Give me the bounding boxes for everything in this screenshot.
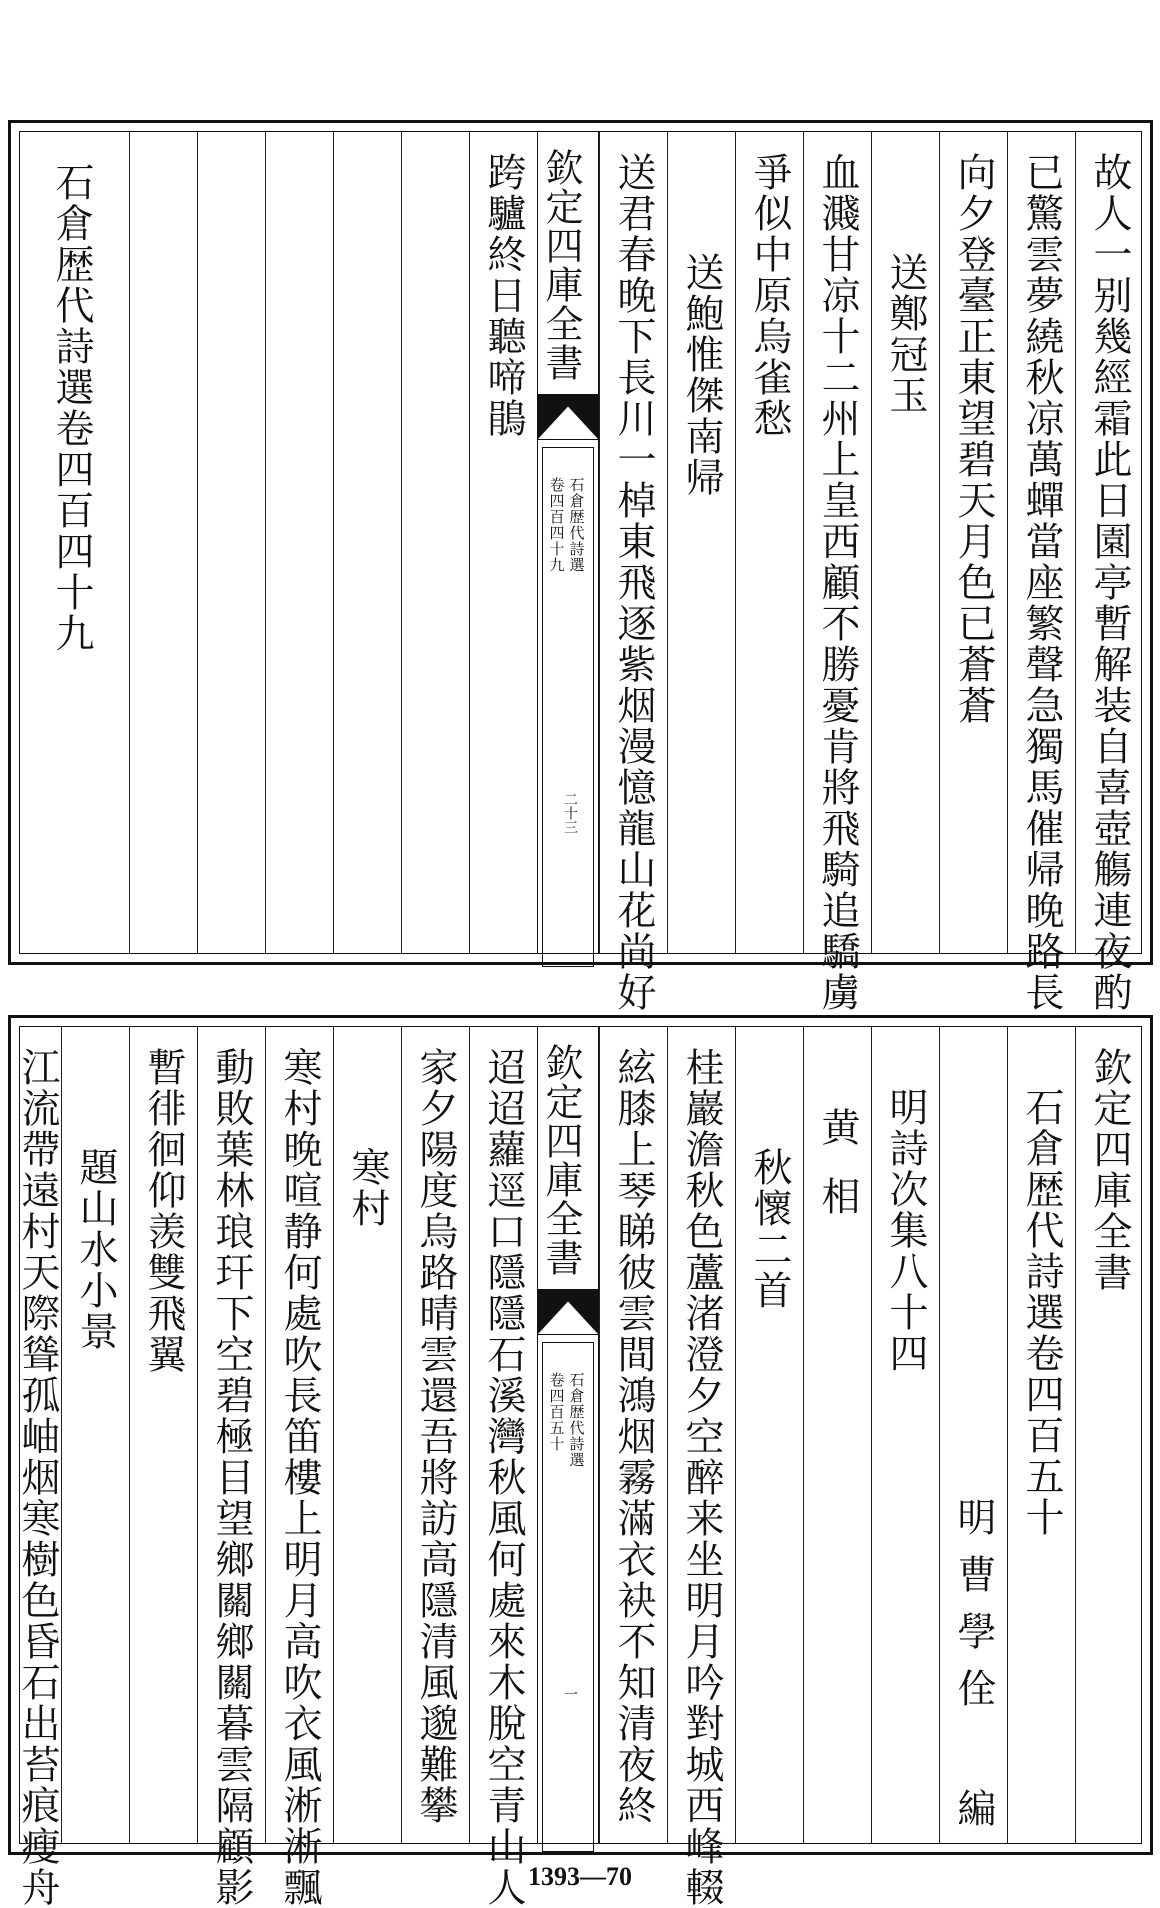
verse-line: 向夕登臺正東望碧天月色已蒼蒼 (951, 152, 996, 726)
verse-line: 暫徘徊仰羡雙飛翼 (141, 1047, 186, 1375)
text-column (0, 1027, 61, 1908)
fish-tail-icon (538, 1290, 598, 1334)
text-column (599, 1027, 667, 1843)
fish-tail-mark (538, 394, 598, 440)
poem-title: 寒村 (345, 1147, 390, 1229)
verse-line: 已驚雲夢繞秋凉萬蟬當座繁聲急獨馬催帰晚路長 (1019, 152, 1064, 1013)
text-column (735, 132, 803, 953)
volume-title: 石倉歴代詩選卷四百五十 (1019, 1087, 1064, 1538)
fish-tail-icon (538, 395, 598, 439)
compiler-credit: 明曹學佺 編 (951, 1497, 996, 1845)
text-column (129, 1027, 197, 1843)
verse-line: 送君春晚下長川一棹東飛逐紫烟漫憶龍山花尚好 (611, 152, 656, 1013)
text-column (803, 1027, 871, 1843)
gutter-title: 欽定四庫全書 (539, 148, 583, 382)
poem-title: 送鄭冠玉 (883, 252, 928, 416)
author-name: 黄相 (815, 1107, 860, 1245)
section-title: 明詩次集八十四 (883, 1087, 928, 1374)
verse-line: 故人一别幾經霜此日園亭暫解装自喜壺觴連夜酌 (1087, 152, 1132, 1013)
verse-line: 爭似中原烏雀愁 (747, 152, 792, 439)
page-number: 一 (562, 1687, 578, 1701)
text-column (265, 132, 333, 953)
text-column (667, 132, 735, 953)
fish-tail-mark (538, 1289, 598, 1335)
verse-line: 家夕陽度烏路晴雲還吾將訪高隱清風邈難攀 (413, 1047, 458, 1826)
verse-line: 跨驢終日聽啼鵑 (481, 152, 526, 439)
verse-line: 血濺甘凉十二州上皇西顧不勝憂肯將飛騎追驕虜 (815, 152, 860, 1013)
text-column (20, 132, 129, 953)
text-column (599, 132, 667, 1013)
text-column (469, 132, 537, 953)
gutter-title: 欽定四庫全書 (539, 1043, 583, 1277)
page-number: 二十三 (562, 792, 578, 834)
text-column (265, 1027, 333, 1908)
text-column (401, 1027, 469, 1843)
center-gutter (537, 132, 599, 953)
verse-line: 桂巖澹秋色蘆渚澄夕空醉来坐明月吟對城西峰輟 (679, 1047, 724, 1908)
verse-line: 迢迢蘿逕口隱隱石溪灣秋風何處來木脫空青山人 (481, 1047, 526, 1908)
text-column (939, 1027, 1007, 1843)
center-gutter (537, 1027, 599, 1843)
verse-line: 寒村晚喧静何處吹長笛樓上明月高吹衣風淅淅飄 (277, 1047, 322, 1908)
text-column (1075, 132, 1145, 1013)
volume-number: 卷四百四十九 (547, 477, 566, 573)
page-identifier: 1393—70 (528, 1862, 632, 1891)
volume-number: 卷四百五十 (547, 1372, 566, 1452)
text-column (129, 132, 197, 953)
text-column (1007, 132, 1075, 1013)
book-title: 石倉歴代詩選 (567, 1372, 586, 1468)
text-column (61, 1027, 129, 1843)
text-column (871, 1027, 939, 1843)
text-column (803, 132, 871, 1013)
text-column (1075, 1027, 1145, 1843)
verse-line: 江流帶遠村天際聳孤岫烟寒樹色昏石出苔痕瘦舟 (15, 1047, 60, 1908)
poem-title: 送鮑惟傑南帰 (679, 252, 724, 498)
collection-title: 欽定四庫全書 (1087, 1047, 1132, 1293)
text-column (469, 1027, 537, 1908)
text-column (1007, 1027, 1075, 1843)
verse-line: 動敗葉林琅玕下空碧極目望鄉關鄉關暮雲隔顧影 (209, 1047, 254, 1908)
book-title: 石倉歴代詩選 (567, 477, 586, 573)
poem-title: 秋懷二首 (747, 1147, 792, 1311)
text-column (871, 132, 939, 953)
text-column (667, 1027, 735, 1908)
top-page (8, 120, 1153, 1013)
top-page-frame (19, 131, 1142, 1013)
volume-end-title: 石倉歴代詩選卷四百四十九 (49, 162, 94, 654)
text-column (197, 132, 265, 953)
text-column (333, 1027, 401, 1843)
verse-line: 絃膝上琴睇彼雲間鴻烟霧滿衣袂不知清夜終 (611, 1047, 656, 1826)
text-column (939, 132, 1007, 953)
poem-title: 題山水小景 (73, 1147, 118, 1352)
text-column (401, 132, 469, 953)
text-column (197, 1027, 265, 1908)
text-column (735, 1027, 803, 1843)
text-column (333, 132, 401, 953)
